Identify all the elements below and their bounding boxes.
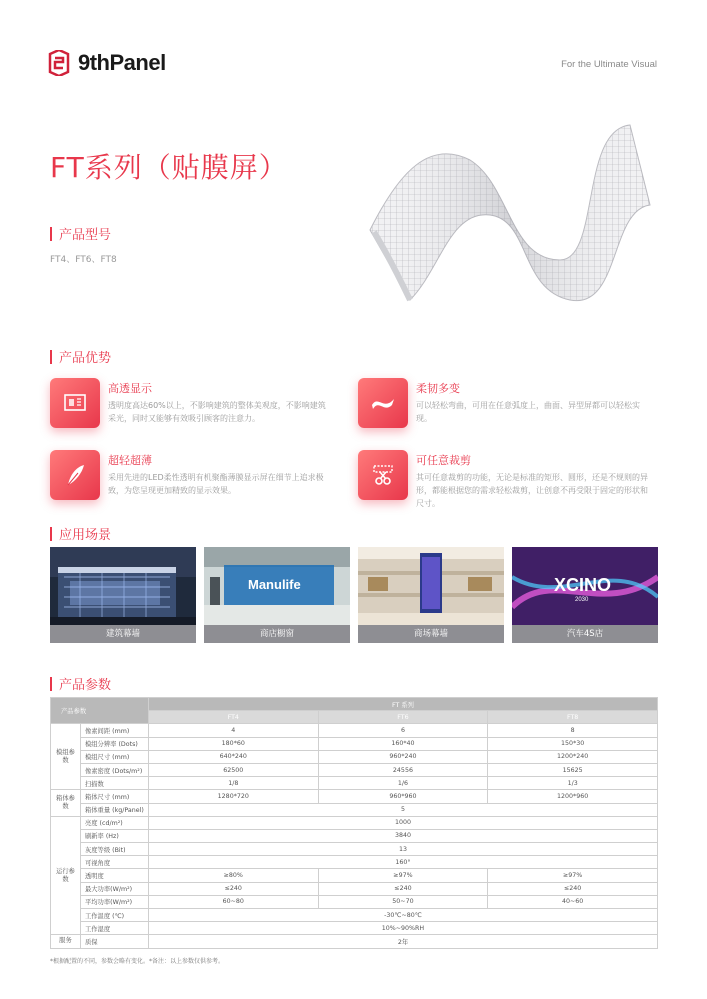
table-cell: ≤240 <box>148 882 318 895</box>
group-label: 箱体参数 <box>51 790 81 816</box>
heading-accent-bar <box>50 227 52 241</box>
scene-caption: 商店橱窗 <box>204 625 350 643</box>
table-cell: 960*240 <box>318 750 488 763</box>
advantage-item <box>358 378 658 428</box>
heading-accent-bar <box>50 677 52 691</box>
brand-logo <box>48 50 166 76</box>
table-cell: 4 <box>148 724 318 737</box>
table-cell: ≥97% <box>318 869 488 882</box>
param-name: 可视角度 <box>80 856 148 869</box>
brand-name: 9thPanel <box>78 50 166 75</box>
table-cell: 40~60 <box>488 895 658 908</box>
scene-overlay-text: XCINO <box>554 575 612 595</box>
footnote: *根据配置的不同，参数会略有变化。*备注：以上参数仅供参考。 <box>50 958 225 965</box>
scene-card <box>204 547 350 643</box>
mall-atrium-photo <box>358 547 504 625</box>
scene-caption: 商场幕墙 <box>358 625 504 643</box>
table-cell: 160*40 <box>318 737 488 750</box>
advantage-desc: 采用先进的LED柔性透明有机聚酯薄膜显示屏在细节上追求极 致，为您呈现更加精致的显示效果。 <box>108 473 324 495</box>
table-header-row <box>51 698 658 711</box>
brand-tagline: For the Ultimate Visual <box>561 59 657 70</box>
model-header: FT8 <box>488 711 658 724</box>
feather-icon <box>50 450 100 500</box>
table-cell: 13 <box>148 843 657 856</box>
scenes-heading-text: 应用场景 <box>59 528 112 543</box>
param-name: 工作温度 (℃) <box>80 909 148 922</box>
table-row <box>51 816 658 829</box>
models-heading-text: 产品型号 <box>59 228 112 243</box>
param-name: 透明度 <box>80 869 148 882</box>
table-cell: 150*30 <box>488 737 658 750</box>
series-title: FT系列（贴膜屏） <box>50 151 288 184</box>
param-name: 质保 <box>80 935 148 948</box>
models-heading <box>50 224 111 243</box>
advantage-desc: 可以轻松弯曲，可用在任意弧度上，曲面、异型屏都可以轻松实 现。 <box>416 401 640 423</box>
table-cell: 1200*240 <box>488 750 658 763</box>
table-cell: 1280*720 <box>148 790 318 803</box>
table-cell: 60~80 <box>148 895 318 908</box>
table-cell: 1/3 <box>488 777 658 790</box>
transparent-screen-icon <box>50 378 100 428</box>
table-row <box>51 750 658 763</box>
group-label: 模组参数 <box>51 724 81 790</box>
advantage-title: 柔韧多变 <box>416 382 460 395</box>
model-header: FT4 <box>148 711 318 724</box>
table-row <box>51 843 658 856</box>
table-corner: 产品参数 <box>51 698 149 724</box>
advantages-heading-text: 产品优势 <box>59 351 112 366</box>
table-cell: 50~70 <box>318 895 488 908</box>
table-cell: 24556 <box>318 763 488 776</box>
table-cell: 2年 <box>148 935 657 948</box>
param-name: 最大功率(W/m²) <box>80 882 148 895</box>
table-cell: 960*960 <box>318 790 488 803</box>
heading-accent-bar <box>50 350 52 364</box>
heading-accent-bar <box>50 527 52 541</box>
group-label: 服务 <box>51 935 81 948</box>
param-name: 像素间距 (mm) <box>80 724 148 737</box>
table-row <box>51 882 658 895</box>
table-row <box>51 763 658 776</box>
param-name: 像素密度 (Dots/m²) <box>80 763 148 776</box>
table-cell: 1200*960 <box>488 790 658 803</box>
car-showroom-photo <box>512 547 658 625</box>
table-row <box>51 724 658 737</box>
advantage-title: 超轻超薄 <box>108 454 152 467</box>
table-row <box>51 895 658 908</box>
advantage-desc: 透明度高达60%以上，不影响建筑的整体美观度，不影响建筑 采光，同时又能够有效吸引顾客的注意力。 <box>108 401 326 423</box>
table-cell: 1/8 <box>148 777 318 790</box>
scene-card <box>512 547 658 643</box>
param-name: 平均功率(W/m²) <box>80 895 148 908</box>
advantage-title: 高透显示 <box>108 382 152 395</box>
advantage-item <box>50 450 350 500</box>
building-facade-photo <box>50 547 196 625</box>
flexible-ribbon-icon <box>358 378 408 428</box>
brand-mark-icon <box>48 50 70 76</box>
scenes-heading <box>50 524 111 543</box>
table-row <box>51 829 658 842</box>
table-cell: 5 <box>148 803 657 816</box>
table-cell: 180*60 <box>148 737 318 750</box>
param-name: 亮度 (cd/m²) <box>80 816 148 829</box>
param-name: 箱体重量 (kg/Panel) <box>80 803 148 816</box>
series-header: FT 系列 <box>148 698 657 711</box>
advantage-item <box>358 450 658 510</box>
table-row <box>51 935 658 948</box>
specs-heading <box>50 674 111 693</box>
param-name: 扫描数 <box>80 777 148 790</box>
table-cell: ≤240 <box>318 882 488 895</box>
group-label: 运行参数 <box>51 816 81 935</box>
scene-caption: 汽车4S店 <box>512 625 658 643</box>
table-cell: 8 <box>488 724 658 737</box>
table-row <box>51 856 658 869</box>
table-cell: -30℃~80℃ <box>148 909 657 922</box>
table-cell: 62500 <box>148 763 318 776</box>
param-name: 箱体尺寸 (mm) <box>80 790 148 803</box>
scene-gallery <box>50 547 658 643</box>
param-name: 模组尺寸 (mm) <box>80 750 148 763</box>
scene-overlay-subtext: 2030 <box>575 597 589 603</box>
table-cell: 640*240 <box>148 750 318 763</box>
table-row <box>51 922 658 935</box>
table-cell: 3840 <box>148 829 657 842</box>
advantage-item <box>50 378 350 428</box>
advantages-heading <box>50 347 111 366</box>
table-row <box>51 803 658 816</box>
models-list: FT4、FT6、FT8 <box>50 255 117 265</box>
param-name: 灰度等级 (Bit) <box>80 843 148 856</box>
table-row <box>51 909 658 922</box>
scene-caption: 建筑幕墙 <box>50 625 196 643</box>
table-cell: ≥97% <box>488 869 658 882</box>
advantage-title: 可任意裁剪 <box>416 454 471 467</box>
table-cell: 15625 <box>488 763 658 776</box>
table-cell: 1000 <box>148 816 657 829</box>
table-cell: ≤240 <box>488 882 658 895</box>
table-cell: 10%~90%RH <box>148 922 657 935</box>
model-header: FT6 <box>318 711 488 724</box>
table-row <box>51 869 658 882</box>
param-name: 工作湿度 <box>80 922 148 935</box>
table-row <box>51 790 658 803</box>
scene-overlay-text: Manulife <box>248 577 301 592</box>
table-row <box>51 737 658 750</box>
table-row <box>51 777 658 790</box>
shop-window-photo <box>204 547 350 625</box>
scene-card <box>50 547 196 643</box>
spec-table <box>50 697 658 949</box>
flexible-film-product-image <box>360 110 660 310</box>
scene-card <box>358 547 504 643</box>
table-cell: 1/6 <box>318 777 488 790</box>
advantage-desc: 其可任意裁剪的功能，无论是标准的矩形、圆形，还是不规则的异 形，都能根据您的需求轻松裁剪，让创意不再受限于固定的形状和 尺寸。 <box>416 473 648 508</box>
specs-heading-text: 产品参数 <box>59 678 112 693</box>
scissors-icon <box>358 450 408 500</box>
table-cell: ≥80% <box>148 869 318 882</box>
table-cell: 160° <box>148 856 657 869</box>
table-cell: 6 <box>318 724 488 737</box>
param-name: 模组分辨率 (Dots) <box>80 737 148 750</box>
param-name: 刷新率 (Hz) <box>80 829 148 842</box>
